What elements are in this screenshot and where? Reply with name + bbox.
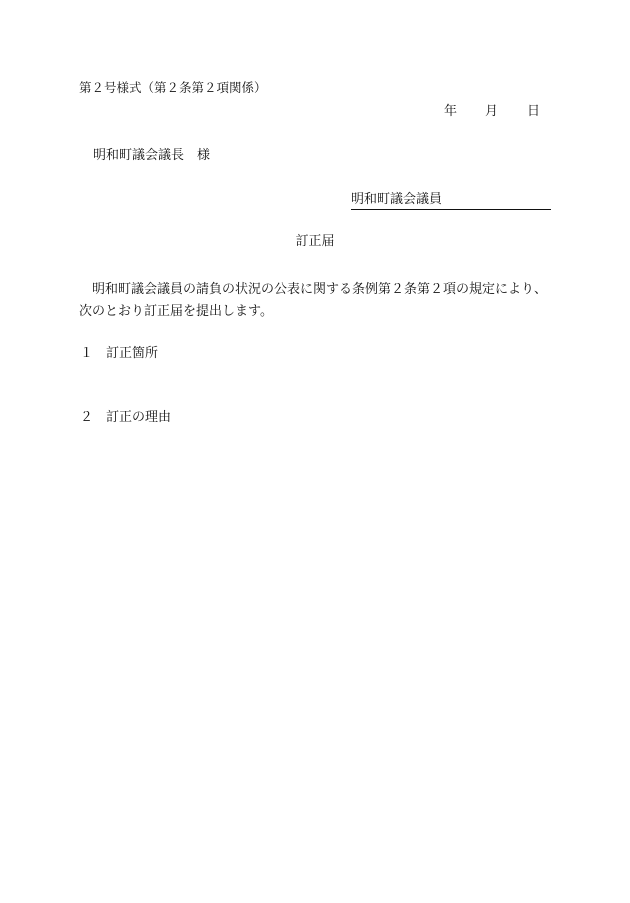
addressee: 明和町議会議長 様	[93, 148, 211, 163]
body-paragraph: 明和町議会議員の請負の状況の公表に関する条例第２条第２項の規定により、次のとおり訂正届を提出します。	[79, 282, 548, 319]
item-number: １	[80, 346, 94, 361]
date-month-label: 月	[485, 104, 499, 119]
item-label: 訂正箇所	[106, 346, 159, 361]
applicant-label: 明和町議会議員	[351, 192, 443, 207]
applicant-signature-line	[351, 192, 551, 210]
section-item-correction-location	[80, 346, 158, 362]
item-label: 訂正の理由	[106, 410, 172, 425]
document-title: 訂正届	[295, 234, 335, 249]
date-year-label: 年	[444, 104, 458, 119]
item-number: ２	[80, 410, 94, 425]
date-line	[0, 104, 630, 120]
form-number-label: 第２号様式（第２条第２項関係）	[79, 80, 267, 95]
section-item-correction-reason	[80, 410, 171, 426]
date-day-label: 日	[527, 104, 541, 119]
